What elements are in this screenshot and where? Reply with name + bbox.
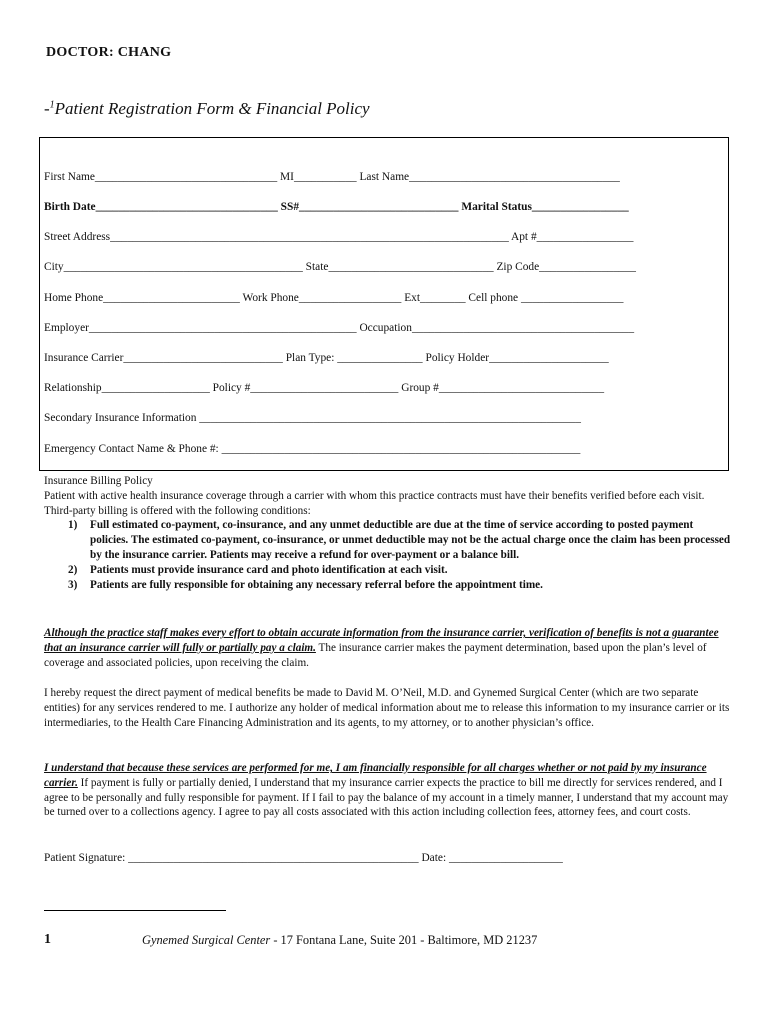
title-text: Patient Registration Form & Financial Policy [54,99,370,118]
policy-condition [44,563,734,578]
verification-rest: The insurance carrier makes the payment determination, based upon the plan’s level of coverage and associated policies, upon receiving the claim. [44,641,707,669]
first-name-row[interactable]: First Name________________________________ MI___________ Last Name_____________________________________ [44,171,620,183]
responsibility-paragraph [44,761,734,820]
verification-disclaimer: Although the practice staff makes every effort to obtain accurate information from the insurance carrier, verification of benefits is not a guarantee that an insurance carrier will fully or partially pay a claim. [44,627,719,654]
policy-intro: Patient with active health insurance coverage through a carrier with whom this practice contracts must have their benefits verified before each visit. Third-party billing is offered with the following conditions: [44,489,705,517]
address-text: - 17 Fontana Lane, Suite 201 - Baltimore, MD 21237 [270,933,538,947]
authorization-text: I hereby request the direct payment of medical benefits be made to David M. O’Neil, M.D. and Gynemed Surgical Center (which are two separate entities) for any services rendered to me. I authorize any holder of medical information about me to release this information to my insurance carrier or its intermediaries, to the Health Care Financing Administration and its agents, to my attorney, or to another physician’s office. [44,687,730,729]
insurance-carrier-row[interactable]: Insurance Carrier____________________________ Plan Type: _______________ Policy Holder_____________________ [44,352,609,364]
title-footnote-mark: 1 [49,99,55,111]
relationship-row[interactable]: Relationship___________________ Policy #__________________________ Group #_____________________________ [44,382,605,394]
emergency-contact-row[interactable]: Emergency Contact Name & Phone #: _______________________________________________________________ [44,443,581,455]
policy-heading: Insurance Billing Policy [44,475,153,487]
birth-date-row[interactable]: Birth Date________________________________ SS#____________________________ Marital Status_________________ [44,201,629,213]
condition-number: 2) [68,563,78,576]
patient-signature-row[interactable]: Patient Signature: ___________________________________________________ Date: ____________________ [44,852,563,864]
street-address-row[interactable]: Street Address______________________________________________________________________ Apt #_________________ [44,231,634,243]
secondary-insurance-row[interactable]: Secondary Insurance Information ___________________________________________________________________ [44,412,581,424]
insurance-billing-policy [44,474,734,592]
verification-paragraph [44,626,734,670]
title-prefix: - [44,99,50,118]
condition-text: Patients must provide insurance card and photo identification at each visit. [90,563,448,576]
responsibility-statement: I understand that because these services are performed for me, I am financially responsible for all charges whether or not paid by my insurance carrier. [44,762,707,789]
policy-conditions [44,518,734,592]
page-number: 1 [44,932,51,947]
city-row[interactable]: City__________________________________________ State_____________________________ Zip Code_________________ [44,261,636,273]
center-name: Gynemed Surgical Center [142,933,271,947]
responsibility-rest: If payment is fully or partially denied, I understand that my insurance carrier expects the practice to bill me directly for services rendered, and I agree to be personally and fully responsible for payment. If I fail to pay the balance of my account in a timely manner, I understand that my account may be turned over to a collections agency. I agree to pay all costs associated with this action including collection fees, attorney fees, and court costs. [44,776,729,819]
footnote-rule [44,910,226,911]
footer-address [142,933,537,948]
employer-row[interactable]: Employer_______________________________________________ Occupation_______________________________________ [44,322,635,334]
doctor-name: DOCTOR: CHANG [46,45,172,60]
condition-number: 1) [68,519,78,532]
policy-condition [44,578,734,593]
policy-condition [44,518,734,562]
condition-text: Full estimated co-payment, co-insurance, and any unmet deductible are due at the time of service according to posted payment policies. The estimated co-payment, co-insurance, or unmet deductible may not be the actual charge once the claim has been processed by the insurance carrier. Patients may receive a refund for over-payment or a balance bill. [90,519,731,561]
form-title [44,99,370,119]
condition-text: Patients are fully responsible for obtaining any necessary referral before the appointment time. [90,578,543,591]
condition-number: 3) [68,578,78,591]
authorization-paragraph [44,686,734,730]
phone-row[interactable]: Home Phone________________________ Work Phone__________________ Ext________ Cell phone __________________ [44,292,624,304]
